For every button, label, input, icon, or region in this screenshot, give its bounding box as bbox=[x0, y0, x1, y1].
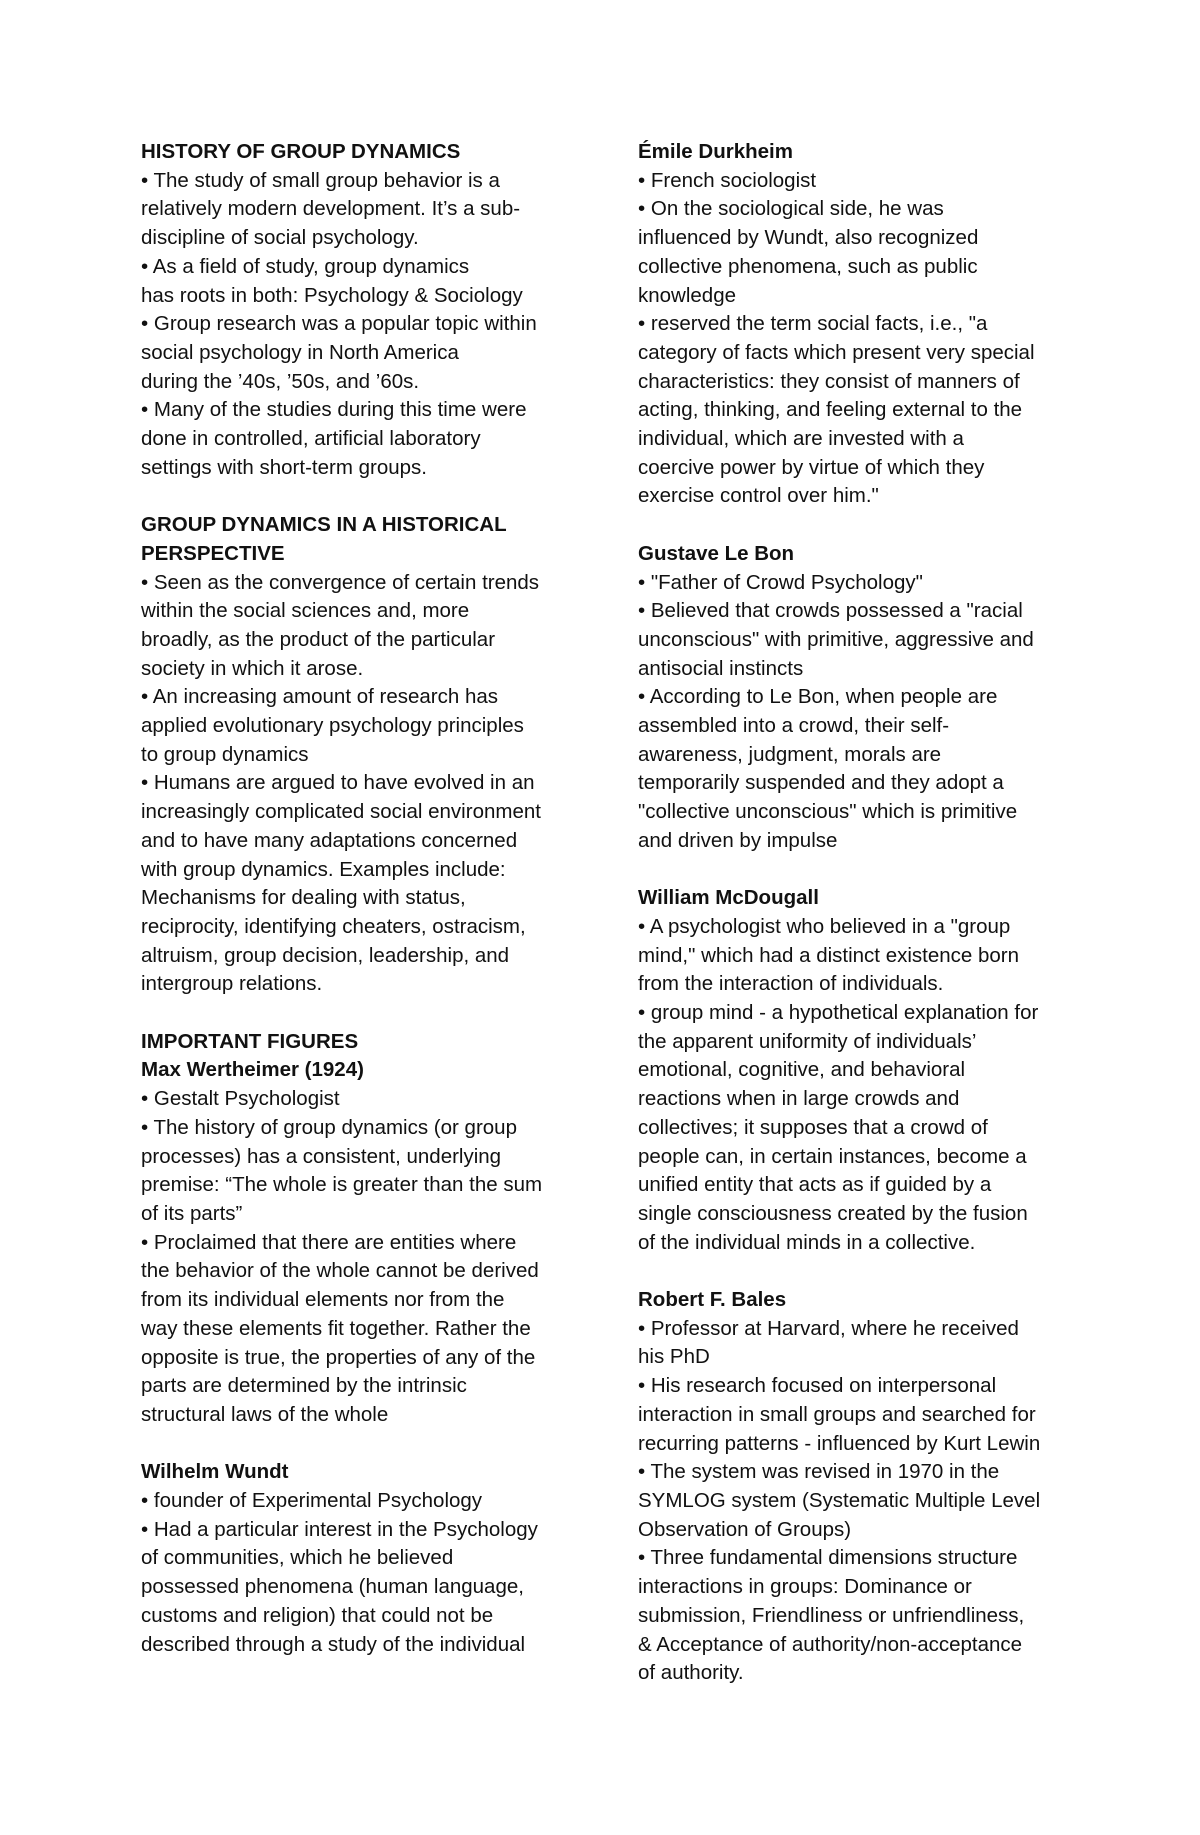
section-heading: Gustave Le Bon bbox=[638, 541, 795, 565]
text-line: "collective unconscious" which is primitive bbox=[638, 800, 1018, 824]
text-line: applied evolutionary psychology principles bbox=[141, 714, 524, 738]
section-heading: Wilhelm Wundt bbox=[141, 1460, 289, 1484]
section-heading: IMPORTANT FIGURES bbox=[141, 1029, 359, 1053]
text-line: altruism, group decision, leadership, and bbox=[141, 943, 510, 967]
text-line: emotional, cognitive, and behavioral bbox=[638, 1058, 966, 1082]
text-line: of communities, which he believed bbox=[141, 1546, 454, 1570]
text-line: • The history of group dynamics (or group bbox=[141, 1115, 517, 1139]
text-line: premise: “The whole is greater than the sum bbox=[141, 1173, 543, 1197]
text-line: of authority. bbox=[638, 1661, 744, 1685]
text-line: society in which it arose. bbox=[141, 656, 364, 680]
text-line: exercise control over him." bbox=[638, 484, 879, 508]
text-line: • According to Le Bon, when people are bbox=[638, 685, 998, 709]
text-line: parts are determined by the intrinsic bbox=[141, 1374, 467, 1398]
section-heading: HISTORY OF GROUP DYNAMICS bbox=[141, 140, 461, 163]
text-line: customs and religion) that could not be bbox=[141, 1603, 494, 1627]
text-line: with group dynamics. Examples include: bbox=[141, 857, 506, 881]
right-column bbox=[638, 138, 1078, 1688]
section-heading: Max Wertheimer (1924) bbox=[141, 1058, 364, 1082]
text-line: • Seen as the convergence of certain trends bbox=[141, 570, 540, 594]
text-line: structural laws of the whole bbox=[141, 1402, 389, 1426]
text-line: • Three fundamental dimensions structure bbox=[638, 1546, 1018, 1570]
text-line: social psychology in North America bbox=[141, 340, 459, 364]
text-line: • Gestalt Psychologist bbox=[141, 1087, 340, 1111]
text-line: collective phenomena, such as public bbox=[638, 254, 978, 278]
text-line: • Professor at Harvard, where he received bbox=[638, 1316, 1019, 1340]
text-line: way these elements fit together. Rather the bbox=[141, 1316, 531, 1340]
left-column bbox=[141, 138, 581, 1659]
text-line: temporarily suspended and they adopt a bbox=[638, 771, 1004, 795]
text-line: reactions when in large crowds and bbox=[638, 1087, 960, 1111]
text-line: discipline of social psychology. bbox=[141, 226, 419, 250]
paragraph-gap bbox=[141, 482, 581, 511]
text-line: awareness, judgment, morals are bbox=[638, 742, 942, 766]
text-line: has roots in both: Psychology & Sociology bbox=[141, 283, 523, 307]
text-line: recurring patterns - influenced by Kurt Lewin bbox=[638, 1431, 1041, 1455]
text-line: • reserved the term social facts, i.e., "a bbox=[638, 312, 988, 336]
text-line: relatively modern development. It’s a sub- bbox=[141, 197, 521, 221]
text-line: submission, Friendliness or unfriendliness, bbox=[638, 1603, 1025, 1627]
text-line: • Group research was a popular topic within bbox=[141, 312, 537, 336]
text-line: influenced by Wundt, also recognized bbox=[638, 226, 979, 250]
text-line: assembled into a crowd, their self- bbox=[638, 714, 950, 738]
paragraph-gap bbox=[141, 999, 581, 1028]
text-line: • Many of the studies during this time were bbox=[141, 398, 527, 422]
text-line: mind," which had a distinct existence born bbox=[638, 943, 1020, 967]
text-line: people can, in certain instances, become a bbox=[638, 1144, 1027, 1168]
text-line: described through a study of the individual bbox=[141, 1632, 526, 1656]
text-line: and driven by impulse bbox=[638, 828, 838, 852]
text-line: opposite is true, the properties of any of the bbox=[141, 1345, 536, 1369]
text-line: knowledge bbox=[638, 283, 737, 307]
text-line: individual, which are invested with a bbox=[638, 427, 964, 451]
text-line: coercive power by virtue of which they bbox=[638, 455, 985, 479]
text-line: settings with short-term groups. bbox=[141, 455, 427, 479]
text-line: • As a field of study, group dynamics bbox=[141, 254, 470, 278]
text-line: processes) has a consistent, underlying bbox=[141, 1144, 502, 1168]
text-line: the apparent uniformity of individuals’ bbox=[638, 1029, 977, 1053]
text-line: • Believed that crowds possessed a "racial bbox=[638, 599, 1023, 623]
text-line: broadly, as the product of the particular bbox=[141, 627, 496, 651]
text-line: • group mind - a hypothetical explanation for bbox=[638, 1001, 1039, 1025]
text-line: • "Father of Crowd Psychology" bbox=[638, 570, 923, 594]
text-line: unified entity that acts as if guided by a bbox=[638, 1173, 992, 1197]
text-line: • French sociologist bbox=[638, 168, 817, 192]
paragraph-gap bbox=[638, 856, 1078, 885]
text-line: to group dynamics bbox=[141, 742, 309, 766]
text-line: from the interaction of individuals. bbox=[638, 972, 944, 996]
text-line: • founder of Experimental Psychology bbox=[141, 1489, 483, 1512]
text-line: single consciousness created by the fusion bbox=[638, 1201, 1028, 1225]
text-line: • Proclaimed that there are entities where bbox=[141, 1230, 517, 1254]
text-line: during the ’40s, ’50s, and ’60s. bbox=[141, 369, 420, 393]
text-line: antisocial instincts bbox=[638, 656, 804, 680]
text-line: • An increasing amount of research has bbox=[141, 685, 499, 709]
text-line: unconscious" with primitive, aggressive and bbox=[638, 627, 1034, 651]
text-line: possessed phenomena (human language, bbox=[141, 1575, 524, 1599]
text-line: • His research focused on interpersonal bbox=[638, 1374, 997, 1398]
text-line: reciprocity, identifying cheaters, ostracism, bbox=[141, 914, 526, 938]
text-line: increasingly complicated social environment bbox=[141, 800, 541, 824]
text-line: interactions in groups: Dominance or bbox=[638, 1575, 972, 1599]
text-line: & Acceptance of authority/non-acceptance bbox=[638, 1632, 1023, 1656]
text-line: Observation of Groups) bbox=[638, 1517, 852, 1541]
text-line: of the individual minds in a collective. bbox=[638, 1230, 976, 1254]
text-line: from its individual elements nor from the bbox=[141, 1288, 505, 1312]
section-heading: William McDougall bbox=[638, 886, 819, 910]
text-line: • The system was revised in 1970 in the bbox=[638, 1460, 1000, 1484]
text-line: characteristics: they consist of manners of bbox=[638, 369, 1020, 393]
section-heading: GROUP DYNAMICS IN A HISTORICAL bbox=[141, 513, 507, 537]
text-line: SYMLOG system (Systematic Multiple Level bbox=[638, 1489, 1041, 1512]
text-line: done in controlled, artificial laboratory bbox=[141, 427, 481, 451]
paragraph-gap bbox=[141, 1430, 581, 1459]
text-line: the behavior of the whole cannot be derived bbox=[141, 1259, 539, 1283]
text-line: his PhD bbox=[638, 1345, 710, 1369]
text-line: of its parts” bbox=[141, 1201, 243, 1225]
text-line: • Had a particular interest in the Psychology bbox=[141, 1517, 538, 1541]
text-line: collectives; it supposes that a crowd of bbox=[638, 1115, 988, 1139]
text-line: category of facts which present very special bbox=[638, 340, 1035, 364]
text-line: • The study of small group behavior is a bbox=[141, 168, 500, 192]
text-line: within the social sciences and, more bbox=[141, 599, 470, 623]
text-line: • On the sociological side, he was bbox=[638, 197, 944, 221]
text-line: Mechanisms for dealing with status, bbox=[141, 886, 466, 910]
text-line: • A psychologist who believed in a "group bbox=[638, 914, 1011, 938]
section-heading: Émile Durkheim bbox=[638, 140, 793, 163]
text-line: intergroup relations. bbox=[141, 972, 323, 996]
text-line: interaction in small groups and searched for bbox=[638, 1402, 1036, 1426]
text-line: acting, thinking, and feeling external to the bbox=[638, 398, 1023, 422]
text-line: • Humans are argued to have evolved in an bbox=[141, 771, 535, 795]
text-line: and to have many adaptations concerned bbox=[141, 828, 518, 852]
paragraph-gap bbox=[638, 511, 1078, 540]
section-heading: Robert F. Bales bbox=[638, 1288, 787, 1312]
paragraph-gap bbox=[638, 1257, 1078, 1286]
section-heading: PERSPECTIVE bbox=[141, 541, 285, 565]
